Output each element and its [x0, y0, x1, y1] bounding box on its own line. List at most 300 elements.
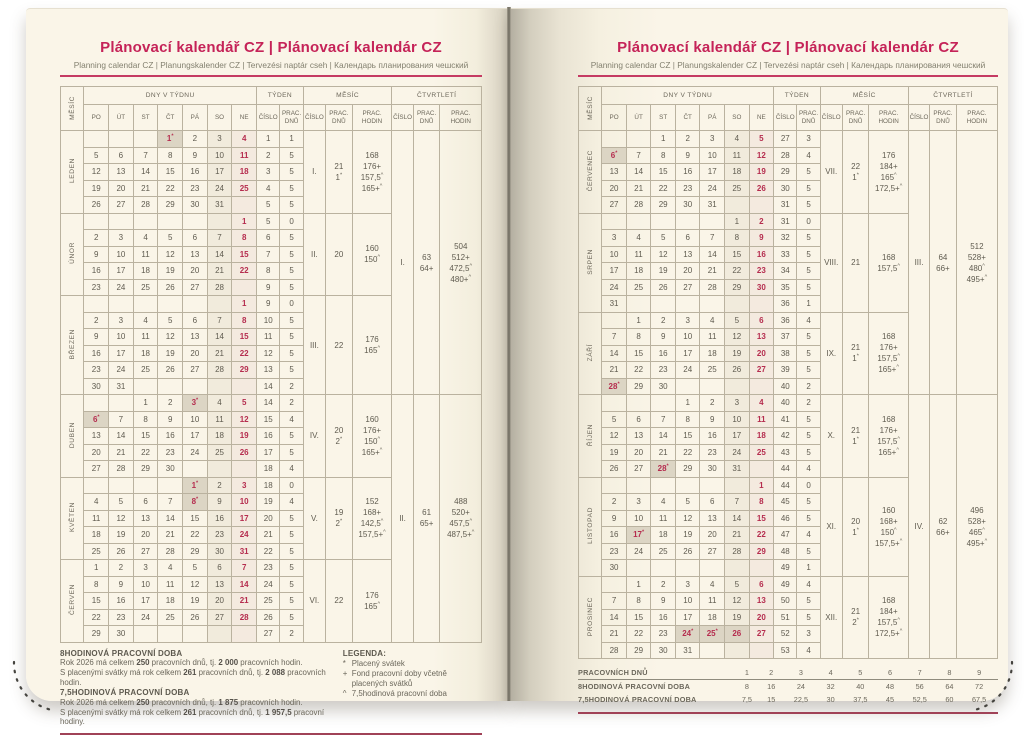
day-cell: 25* — [700, 626, 725, 643]
legend-text: Fond pracovní doby včetně placených svátků — [351, 669, 447, 688]
day-cell: 20 — [749, 609, 774, 626]
day-cell: 10 — [700, 147, 725, 164]
week-number: 20 — [257, 510, 280, 527]
week-workdays: 0 — [280, 213, 303, 230]
day-cell: 16 — [84, 263, 109, 280]
week-workdays: 5 — [797, 543, 820, 560]
day-cell: 3 — [207, 131, 232, 148]
day-cell: 20 — [700, 527, 725, 544]
week-number: 39 — [774, 362, 797, 379]
month-workhours: 160 176+ 150^ 165+^ — [352, 395, 392, 478]
summary-line: S placenými svátky má rok celkem 261 pracovních dnů, tj. 2 088 pracovních hodin. — [60, 668, 326, 687]
day-cell — [207, 461, 232, 478]
day-cell: 18 — [700, 345, 725, 362]
day-cell: 25 — [133, 279, 158, 296]
week-workdays: 5 — [280, 560, 303, 577]
week-workdays: 5 — [280, 527, 303, 544]
sub-header: PRAC. DNŮ — [325, 105, 352, 131]
day-cell: 4 — [749, 395, 774, 412]
sub-header: ČÍSLO — [392, 105, 413, 131]
row-label: PRACOVNÍCH DNŮ — [578, 666, 733, 680]
day-cell: 17 — [232, 510, 257, 527]
day-cell: 17 — [700, 164, 725, 181]
day-cell: 25 — [700, 362, 725, 379]
week-number: 38 — [774, 345, 797, 362]
day-cell: 15 — [158, 164, 183, 181]
day-cell: 22 — [232, 263, 257, 280]
month-workhours: 168 157,5^ — [869, 213, 909, 312]
value-cell: 40 — [856, 682, 865, 691]
day-cell: 5 — [158, 230, 183, 247]
month-name: KVĚTEN — [61, 477, 84, 560]
day-cell: 23 — [700, 444, 725, 461]
day-cell: 17 — [675, 609, 700, 626]
day-cell: 28 — [232, 609, 257, 626]
day-cell — [158, 378, 183, 395]
day-cell: 14 — [109, 428, 134, 445]
day-cell: 11 — [725, 147, 750, 164]
day-cell: 22 — [232, 345, 257, 362]
day-cell: 1 — [651, 131, 676, 148]
day-cell — [207, 378, 232, 395]
month-workdays: 21 1* — [325, 131, 352, 214]
day-cell: 24* — [675, 626, 700, 643]
week-number: 5 — [257, 213, 280, 230]
week-number: 23 — [257, 560, 280, 577]
day-cell: 4 — [700, 576, 725, 593]
day-cell: 13 — [700, 510, 725, 527]
days-group-header: DNY V TÝDNU — [602, 87, 774, 105]
week-workdays: 0 — [797, 213, 820, 230]
day-cell: 27 — [84, 461, 109, 478]
day-cell: 1 — [232, 296, 257, 313]
value-cell: 7 — [901, 666, 939, 680]
day-cell: 17 — [183, 428, 208, 445]
day-cell: 1 — [133, 395, 158, 412]
day-cell: 9 — [207, 494, 232, 511]
day-cell: 5 — [725, 576, 750, 593]
day-cell: 9 — [700, 411, 725, 428]
day-cell: 16 — [109, 593, 134, 610]
day-cell: 9 — [84, 329, 109, 346]
legend-title: LEGENDA: — [342, 648, 387, 658]
day-cell: 14 — [207, 246, 232, 263]
week-workdays: 4 — [797, 576, 820, 593]
day-cell: 22 — [675, 444, 700, 461]
day-header-so: SO — [207, 105, 232, 131]
week-number: 32 — [774, 230, 797, 247]
day-cell — [626, 477, 651, 494]
day-cell: 7 — [626, 147, 651, 164]
week-number: 3 — [257, 164, 280, 181]
legend-item — [343, 669, 482, 689]
day-cell: 9 — [109, 576, 134, 593]
month-workhours: 168 176+ 157,5^ 165+^ — [352, 131, 392, 214]
day-cell: 30 — [207, 543, 232, 560]
day-cell: 8 — [232, 312, 257, 329]
day-cell — [602, 576, 627, 593]
legend-text: Placený svátek — [351, 659, 405, 669]
month-numeral: III. — [303, 296, 325, 395]
day-cell: 24 — [725, 444, 750, 461]
week-number: 2 — [257, 147, 280, 164]
day-cell — [158, 213, 183, 230]
day-cell — [602, 312, 627, 329]
day-cell: 7 — [725, 494, 750, 511]
day-cell: 12 — [158, 329, 183, 346]
day-cell — [651, 296, 676, 313]
week-number: 1 — [257, 131, 280, 148]
week-number: 31 — [774, 197, 797, 214]
day-cell: 4 — [207, 395, 232, 412]
day-cell: 4 — [725, 131, 750, 148]
day-cell: 25 — [158, 609, 183, 626]
day-cell: 21 — [602, 362, 627, 379]
day-cell: 18 — [651, 527, 676, 544]
day-cell: 26 — [232, 444, 257, 461]
day-cell: 6 — [109, 147, 134, 164]
day-cell — [651, 477, 676, 494]
day-cell: 16 — [183, 164, 208, 181]
day-cell: 4 — [158, 560, 183, 577]
day-cell: 5 — [602, 411, 627, 428]
day-cell: 22 — [749, 527, 774, 544]
day-cell: 25 — [749, 444, 774, 461]
day-cell — [158, 626, 183, 643]
day-cell: 17* — [626, 527, 651, 544]
planning-table — [60, 86, 482, 643]
day-cell: 15 — [133, 428, 158, 445]
day-cell: 29 — [651, 197, 676, 214]
value-cell: 7,5 — [741, 695, 752, 704]
day-cell: 16 — [651, 345, 676, 362]
month-workhours: 160 150^ — [352, 213, 392, 296]
day-cell: 27 — [700, 543, 725, 560]
day-cell: 22 — [725, 263, 750, 280]
day-cell — [749, 461, 774, 478]
day-cell: 19 — [232, 428, 257, 445]
day-cell: 1 — [84, 560, 109, 577]
day-cell: 5 — [651, 230, 676, 247]
week-workdays: 5 — [280, 263, 303, 280]
day-cell: 19 — [109, 527, 134, 544]
day-cell: 31 — [700, 197, 725, 214]
day-cell: 11 — [651, 510, 676, 527]
week-number: 27 — [257, 626, 280, 643]
day-cell: 21 — [602, 626, 627, 643]
day-cell: 23 — [84, 279, 109, 296]
day-cell: 30 — [84, 378, 109, 395]
week-number: 26 — [257, 609, 280, 626]
day-cell: 15 — [232, 329, 257, 346]
sub-header: ČÍSLO — [908, 105, 929, 131]
days-group-header: DNY V TÝDNU — [84, 87, 257, 105]
month-workhours: 168 176+ 157,5^ 165+^ — [869, 395, 909, 478]
day-cell — [626, 296, 651, 313]
day-cell: 28 — [207, 279, 232, 296]
legend — [343, 649, 482, 728]
day-cell: 12 — [232, 411, 257, 428]
day-cell: 8 — [84, 576, 109, 593]
day-cell: 2 — [207, 477, 232, 494]
day-cell: 5 — [109, 494, 134, 511]
day-header-pá: PÁ — [700, 105, 725, 131]
week-number: 4 — [257, 180, 280, 197]
week-workdays: 1 — [797, 296, 820, 313]
day-header-st: ST — [651, 105, 676, 131]
day-cell: 19 — [602, 444, 627, 461]
week-workdays: 5 — [797, 279, 820, 296]
day-cell: 8 — [133, 411, 158, 428]
week-number: 16 — [257, 428, 280, 445]
day-cell: 5 — [232, 395, 257, 412]
week-workdays: 5 — [280, 345, 303, 362]
day-cell — [133, 131, 158, 148]
summary-heading: 8HODINOVÁ PRACOVNÍ DOBA — [60, 648, 183, 658]
day-cell: 2 — [84, 312, 109, 329]
day-cell: 11 — [84, 510, 109, 527]
week-workdays: 5 — [797, 263, 820, 280]
day-cell: 23 — [109, 609, 134, 626]
day-cell: 17 — [109, 345, 134, 362]
day-cell: 25 — [725, 180, 750, 197]
day-cell: 1 — [675, 395, 700, 412]
day-cell: 10 — [602, 246, 627, 263]
week-number: 27 — [774, 131, 797, 148]
month-workhours: 152 168+ 142,5^ 157,5+^ — [352, 477, 392, 560]
day-cell: 30 — [651, 642, 676, 659]
day-cell: 5 — [158, 312, 183, 329]
week-number: 12 — [257, 345, 280, 362]
week-workdays: 5 — [280, 444, 303, 461]
day-cell: 27 — [749, 626, 774, 643]
day-cell: 18 — [749, 428, 774, 445]
day-cell — [700, 477, 725, 494]
day-cell: 4 — [133, 230, 158, 247]
day-cell: 7 — [602, 593, 627, 610]
day-cell: 5 — [675, 494, 700, 511]
quarter-workhours: 496 528+ 465^ 495+^ — [956, 395, 997, 659]
day-cell: 22 — [158, 180, 183, 197]
week-number: 31 — [774, 213, 797, 230]
day-cell: 21 — [158, 527, 183, 544]
week-number: 13 — [257, 362, 280, 379]
day-cell: 29 — [626, 642, 651, 659]
month-numeral: V. — [303, 477, 325, 560]
day-cell: 12 — [725, 329, 750, 346]
day-cell: 29 — [675, 461, 700, 478]
day-header-ne: NE — [749, 105, 774, 131]
day-cell — [749, 296, 774, 313]
day-cell: 20 — [749, 345, 774, 362]
day-cell: 28 — [207, 362, 232, 379]
day-cell: 21 — [232, 593, 257, 610]
day-cell: 11 — [207, 411, 232, 428]
day-cell: 20 — [675, 263, 700, 280]
hours-row — [578, 680, 998, 694]
day-cell — [109, 395, 134, 412]
legend-item — [343, 689, 482, 699]
day-cell: 22 — [183, 527, 208, 544]
value-cell: 56 — [915, 682, 924, 691]
week-workdays: 5 — [280, 329, 303, 346]
day-cell — [183, 626, 208, 643]
week-workdays: 5 — [797, 329, 820, 346]
month-group-header: MĚSÍC — [820, 87, 908, 105]
day-cell — [207, 213, 232, 230]
day-cell: 26 — [158, 362, 183, 379]
legend-symbol: + — [342, 669, 348, 679]
day-cell: 23 — [749, 263, 774, 280]
sub-header: PRAC. HODIN — [956, 105, 997, 131]
value-cell: 3 — [782, 666, 820, 680]
day-cell — [84, 395, 109, 412]
day-cell: 25 — [84, 543, 109, 560]
day-cell: 27 — [675, 279, 700, 296]
month-name: ŘÍJEN — [579, 395, 602, 478]
day-cell — [651, 560, 676, 577]
week-number: 22 — [257, 543, 280, 560]
day-cell — [700, 296, 725, 313]
day-cell: 14 — [158, 510, 183, 527]
day-cell: 29 — [725, 279, 750, 296]
day-cell: 12 — [183, 576, 208, 593]
day-cell: 23 — [84, 362, 109, 379]
day-cell: 10 — [133, 576, 158, 593]
sub-header: PRAC. DNŮ — [413, 105, 440, 131]
day-cell: 23 — [183, 180, 208, 197]
day-cell — [133, 378, 158, 395]
book-spine — [507, 7, 511, 701]
day-cell — [626, 560, 651, 577]
day-cell: 23 — [207, 527, 232, 544]
quarter-numeral: III. — [908, 131, 929, 395]
value-cell: 9 — [960, 666, 998, 680]
month-name: BŘEZEN — [61, 296, 84, 395]
value-cell: 37,5 — [853, 695, 868, 704]
value-cell: 8 — [744, 682, 749, 691]
day-cell: 24 — [133, 609, 158, 626]
day-cell: 15 — [725, 246, 750, 263]
day-cell: 13 — [626, 428, 651, 445]
day-cell: 26 — [675, 543, 700, 560]
day-cell: 6* — [602, 147, 627, 164]
workdays-count-row — [578, 666, 998, 680]
day-cell — [133, 477, 158, 494]
week-number: 49 — [774, 560, 797, 577]
week-workdays: 5 — [280, 576, 303, 593]
summary-line: Rok 2026 má celkem 250 pracovních dnů, tj. 2 000 pracovních hodin. — [60, 658, 303, 668]
day-cell: 2 — [749, 213, 774, 230]
day-cell: 3 — [700, 131, 725, 148]
day-cell: 7 — [109, 411, 134, 428]
week-number: 46 — [774, 510, 797, 527]
day-cell: 31 — [725, 461, 750, 478]
day-cell: 14 — [602, 345, 627, 362]
week-workdays: 5 — [797, 197, 820, 214]
day-cell: 3 — [232, 477, 257, 494]
sub-header: PRAC. DNŮ — [280, 105, 303, 131]
day-cell — [84, 131, 109, 148]
value-cell: 5 — [841, 666, 879, 680]
day-cell: 9 — [84, 246, 109, 263]
day-cell: 12 — [725, 593, 750, 610]
day-cell — [675, 560, 700, 577]
day-cell: 20 — [207, 593, 232, 610]
day-cell: 27 — [626, 461, 651, 478]
day-cell — [749, 560, 774, 577]
week-workdays: 2 — [280, 626, 303, 643]
day-cell: 8 — [749, 494, 774, 511]
day-cell: 25 — [232, 180, 257, 197]
day-cell — [725, 642, 750, 659]
week-number: 29 — [774, 164, 797, 181]
day-cell: 14 — [232, 576, 257, 593]
value-cell: 45 — [885, 695, 895, 704]
day-cell: 5 — [183, 560, 208, 577]
week-number: 9 — [257, 296, 280, 313]
value-cell: 16 — [767, 682, 776, 691]
value-cell: 52,5 — [912, 695, 927, 704]
day-cell: 13 — [183, 246, 208, 263]
day-cell: 23 — [651, 626, 676, 643]
workdays-hours-table — [578, 666, 998, 706]
day-cell — [675, 296, 700, 313]
quarter-workhours: 504 512+ 472,5^ 480+^ — [440, 131, 482, 395]
day-cell: 21 — [109, 444, 134, 461]
month-name: SRPEN — [579, 213, 602, 312]
day-cell: 22 — [84, 609, 109, 626]
week-number: 8 — [257, 263, 280, 280]
value-cell: 30 — [826, 695, 835, 704]
day-cell — [749, 378, 774, 395]
day-cell — [232, 279, 257, 296]
month-workhours: 160 168+ 150^ 157,5+^ — [869, 477, 909, 576]
day-cell: 9 — [651, 329, 676, 346]
day-cell — [725, 197, 750, 214]
week-number: 14 — [257, 395, 280, 412]
day-cell: 13 — [183, 329, 208, 346]
day-cell: 24 — [602, 279, 627, 296]
day-cell: 17 — [675, 345, 700, 362]
day-cell — [207, 296, 232, 313]
day-cell — [158, 296, 183, 313]
week-number: 24 — [257, 576, 280, 593]
day-cell: 12 — [675, 510, 700, 527]
day-cell: 25 — [651, 543, 676, 560]
page-right — [510, 8, 1008, 704]
month-name: ČERVEN — [61, 560, 84, 643]
day-cell: 20 — [183, 345, 208, 362]
day-cell: 30 — [675, 197, 700, 214]
hours-row — [578, 693, 998, 706]
day-cell: 18 — [725, 164, 750, 181]
day-cell: 28 — [725, 543, 750, 560]
day-cell: 13 — [675, 246, 700, 263]
week-number: 36 — [774, 296, 797, 313]
day-cell: 24 — [183, 444, 208, 461]
day-cell: 18 — [207, 428, 232, 445]
day-cell: 20 — [602, 180, 627, 197]
day-cell: 8 — [626, 593, 651, 610]
month-numeral: VIII. — [820, 213, 842, 312]
day-cell: 18 — [84, 527, 109, 544]
day-cell — [602, 477, 627, 494]
day-header-út: ÚT — [109, 105, 134, 131]
month-workdays: 20 1* — [842, 477, 869, 576]
week-number: 44 — [774, 461, 797, 478]
week-workdays: 5 — [797, 246, 820, 263]
